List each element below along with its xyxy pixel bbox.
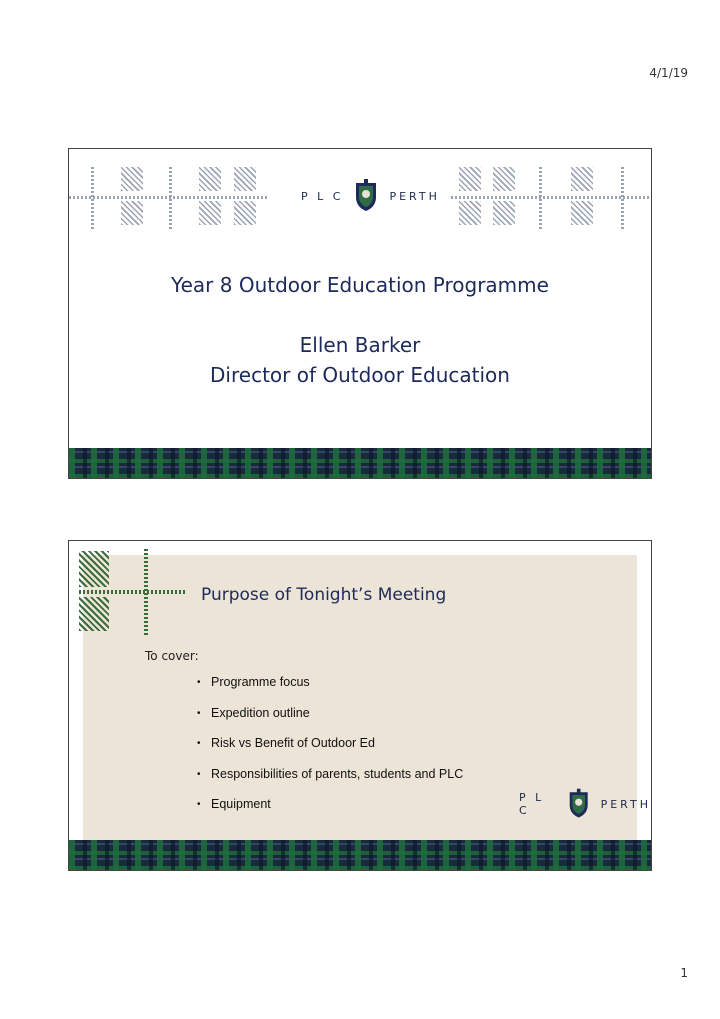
page-number: 1 xyxy=(680,966,688,980)
bullet-icon: • xyxy=(197,799,201,810)
logo-plc-text: P L C xyxy=(301,189,344,203)
tartan-footer-band xyxy=(69,840,651,870)
list-item: • Programme focus xyxy=(197,675,310,689)
bullet-icon: • xyxy=(197,738,201,749)
slide-purpose xyxy=(68,540,652,871)
presenter-name: Ellen Barker xyxy=(299,333,421,357)
lead-text: To cover: xyxy=(145,649,199,663)
list-item: • Responsibilities of parents, students and PLC xyxy=(197,766,464,781)
plaid-decoration-right xyxy=(451,167,651,229)
logo-perth-text: PERTH xyxy=(600,797,651,811)
presentation-title: Year 8 Outdoor Education Programme xyxy=(171,273,549,297)
agenda-list xyxy=(197,675,463,828)
plc-perth-logo xyxy=(301,179,440,213)
slide-heading: Purpose of Tonight’s Meeting xyxy=(201,585,447,605)
list-item: • Risk vs Benefit of Outdoor Ed xyxy=(197,736,375,750)
list-item: • Equipment xyxy=(197,797,271,811)
presenter-role: Director of Outdoor Education xyxy=(210,363,510,387)
plaid-decoration-left xyxy=(69,167,269,229)
slide-title xyxy=(68,148,652,479)
list-item: • Expedition outline xyxy=(197,705,310,720)
logo-perth-text: PERTH xyxy=(389,189,440,203)
plc-perth-logo-small xyxy=(519,787,651,821)
bullet-icon: • xyxy=(197,768,201,780)
school-crest-icon xyxy=(353,179,379,213)
logo-plc-text: P L C xyxy=(519,791,545,817)
page-date: 4/1/19 xyxy=(649,66,688,80)
school-crest-icon xyxy=(567,787,590,821)
bullet-icon: • xyxy=(197,677,201,688)
bullet-icon: • xyxy=(197,707,201,719)
tartan-footer-band xyxy=(69,448,651,478)
